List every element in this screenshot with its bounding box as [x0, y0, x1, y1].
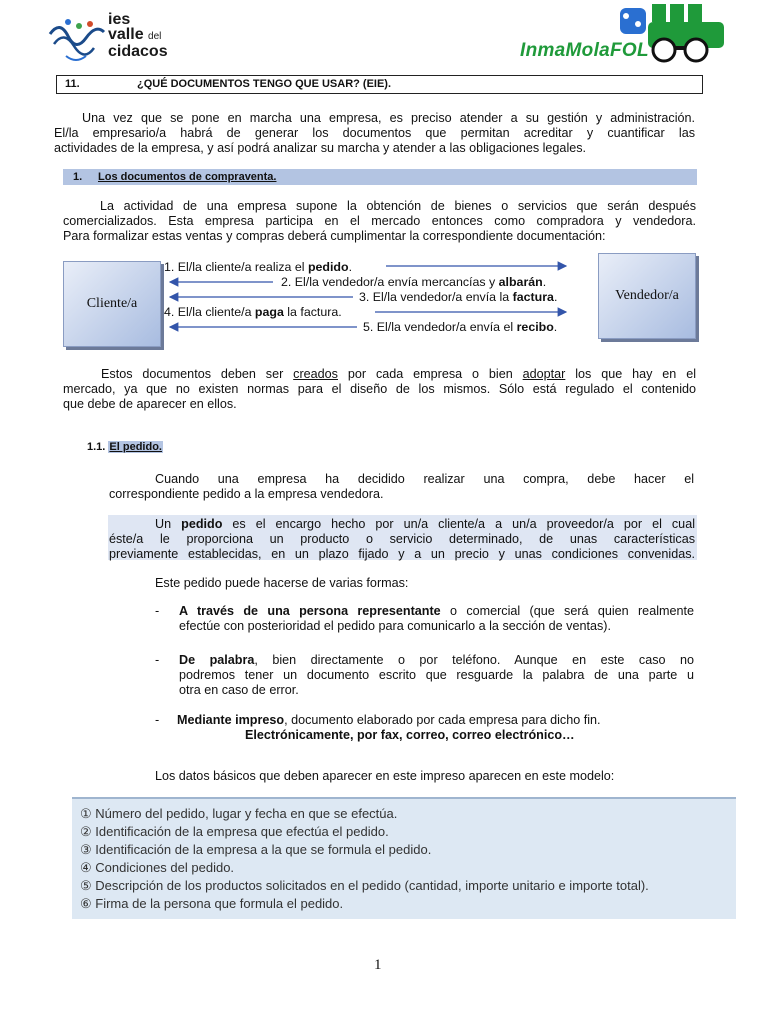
documentos-line: que debe de aparecer en ellos. — [63, 397, 237, 411]
section-title: ¿QUÉ DOCUMENTOS TENGO QUE USAR? (EIE). — [137, 78, 392, 90]
cliente-label: Cliente/a — [86, 296, 138, 311]
model-item: ② Identificación de la empresa que efectúa el pedido. — [80, 824, 389, 839]
section-number: 11. — [65, 78, 80, 90]
pedido-line: correspondiente pedido a la empresa vendedora. — [109, 487, 384, 501]
pedido-title: El pedido. — [109, 441, 162, 453]
intro-line: El/la empresario/a habrá de generar los documentos que permitan acreditar y cuantificar las — [54, 126, 695, 140]
documentos-paragraph — [63, 367, 696, 412]
model-item: ⑥ Firma de la persona que formula el pedido. — [80, 896, 344, 911]
definition-line: éste/a le proporciona un producto o servicio determinado, de unas características — [109, 532, 695, 546]
flow-step-3: 3. El/la vendedor/a envía la factura. — [359, 290, 558, 304]
flow-step-2: 2. El/la vendedor/a envía mercancías y albarán. — [281, 275, 547, 289]
compraventa-line: comercializados. Esta empresa participa en el mercado entonces como compradora y vendedora. — [63, 214, 696, 228]
pedido-definition-box — [108, 515, 697, 560]
pedido-line: Cuando una empresa ha decidido realizar una compra, debe hacer el — [155, 472, 694, 486]
definition-line: previamente establecidas, en un plazo fijado y a un precio y unas condiciones convenidas. — [109, 547, 695, 561]
flow-step-1: 1. El/la cliente/a realiza el pedido. — [164, 260, 353, 274]
pedido-number: 1.1. — [87, 441, 106, 453]
compraventa-line: Para formalizar estas ventas y compras deberá cumplimentar la correspondiente documentación: — [63, 229, 606, 243]
form-item: - Mediante impreso, documento elaborado por cada empresa para dicho fin. Electrónicamente, por fax, correo, correo electrónico… — [155, 713, 601, 742]
logo-line-ies: ies — [108, 11, 131, 28]
forms-list — [155, 604, 695, 747]
form-item: - De palabra, bien directamente o por teléfono. Aunque en este caso no podremos tener un documento escrito que resguarde la palabra de una parte u otra en caso de error. — [155, 653, 694, 697]
intro-line: Una vez que se pone en marcha una empresa, es preciso atender a su gestión y administración. — [82, 111, 695, 125]
dash-bullet: - — [155, 653, 160, 667]
model-item: ⑤ Descripción de los productos solicitados en el pedido (cantidad, importe unitario e importe total). — [80, 878, 649, 893]
intro-line: actividades de la empresa, y así podrá analizar su marcha y atender a las obligaciones legales. — [54, 141, 587, 155]
model-box — [72, 797, 736, 919]
model-item: ① Número del pedido, lugar y fecha en que se efectúa. — [80, 806, 398, 821]
flow-arrows — [0, 0, 768, 360]
pedido-heading — [87, 441, 163, 453]
flow-step-5: 5. El/la vendedor/a envía el recibo. — [363, 320, 558, 334]
page-number: 1 — [374, 957, 382, 973]
inmamolafol-wordmark: InmaMolaFOL — [520, 40, 649, 61]
form-item: - A través de una persona representante o comercial (que será quien realmente efectúe con posterioridad el pedido para comunicarlo a la sección de ventas). — [155, 604, 694, 633]
logo-line-cidacos: cidacos — [108, 43, 168, 60]
documentos-line: mercado, ya que no existen normas para el diseño de los mismos. Sólo está regulado el contenido — [63, 382, 696, 396]
pedido-paragraph — [109, 472, 694, 502]
model-item: ④ Condiciones del pedido. — [80, 860, 235, 875]
subsection-title: Los documentos de compraventa. — [98, 171, 277, 183]
logo-line-del: del — [148, 31, 162, 42]
compraventa-line: La actividad de una empresa supone la obtención de bienes o servicios que serán después — [100, 199, 696, 213]
model-intro: Los datos básicos que deben aparecer en este impreso aparecen en este modelo: — [155, 769, 615, 783]
dash-bullet: - — [155, 713, 160, 727]
documentos-line: Estos documentos deben ser creados por cada empresa o bien adoptar los que hay en el — [101, 367, 696, 381]
definition-line: Un pedido es el encargo hecho por un/a cliente/a a un/a proveedor/a por el cual — [155, 517, 695, 531]
model-item: ③ Identificación de la empresa a la que se formula el pedido. — [80, 842, 432, 857]
dash-bullet: - — [155, 604, 160, 618]
flow-step-4: 4. El/la cliente/a paga la factura. — [164, 305, 342, 319]
logo-line-valle: valle — [108, 26, 144, 43]
forms-intro: Este pedido puede hacerse de varias formas: — [155, 576, 409, 590]
subsection-number: 1. — [73, 171, 83, 183]
vendedor-label: Vendedor/a — [615, 288, 679, 303]
